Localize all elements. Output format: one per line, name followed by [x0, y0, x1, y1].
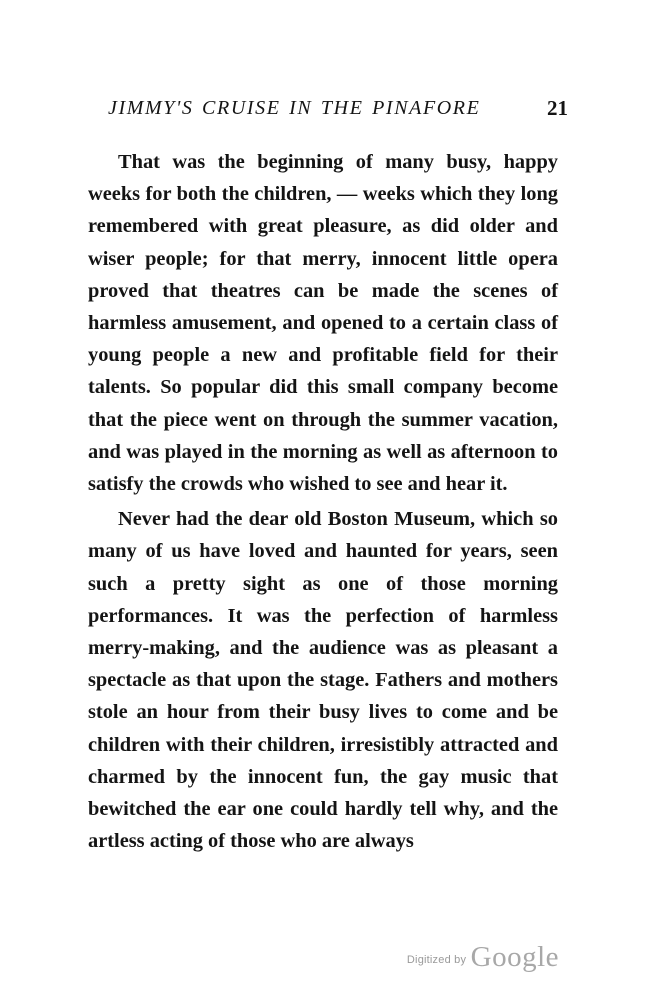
paragraph: That was the beginning of many busy, happy weeks for both the children, — weeks which they long remembered with great pleasure, as did older and wiser people; for that merry, innocent little opera proved that theatres can be made the scenes of harmless amusement, and opened to a certain class of young people a new and profitable field for their talents. So popular did this small company become that the piece went on through the summer vacation, and was played in the morning as well as afternoon to satisfy the crowds who wished to see and hear it.	[88, 151, 558, 496]
digitized-watermark	[407, 941, 559, 974]
body-text	[88, 146, 558, 857]
watermark-prefix: Digitized by	[406, 954, 467, 966]
running-head	[108, 97, 568, 127]
running-title: JIMMY'S CRUISE IN THE PINAFORE	[108, 97, 481, 119]
paragraph: Never had the dear old Boston Museum, which so many of us have loved and haunted for years, seen such a pretty sight as one of those morning performances. It was the perfection of harmless merry-making, and the audience was as pleasant a spectacle as that upon the stage. Fathers and mothers stole an hour from their busy lives to come and be children with their children, irresistibly attracted and charmed by the innocent fun, the gay music that bewitched the ear one could hardly tell why, and the artless acting of those who are always	[88, 508, 558, 853]
page-number: 21	[547, 96, 568, 120]
google-logo: Google	[470, 941, 559, 973]
